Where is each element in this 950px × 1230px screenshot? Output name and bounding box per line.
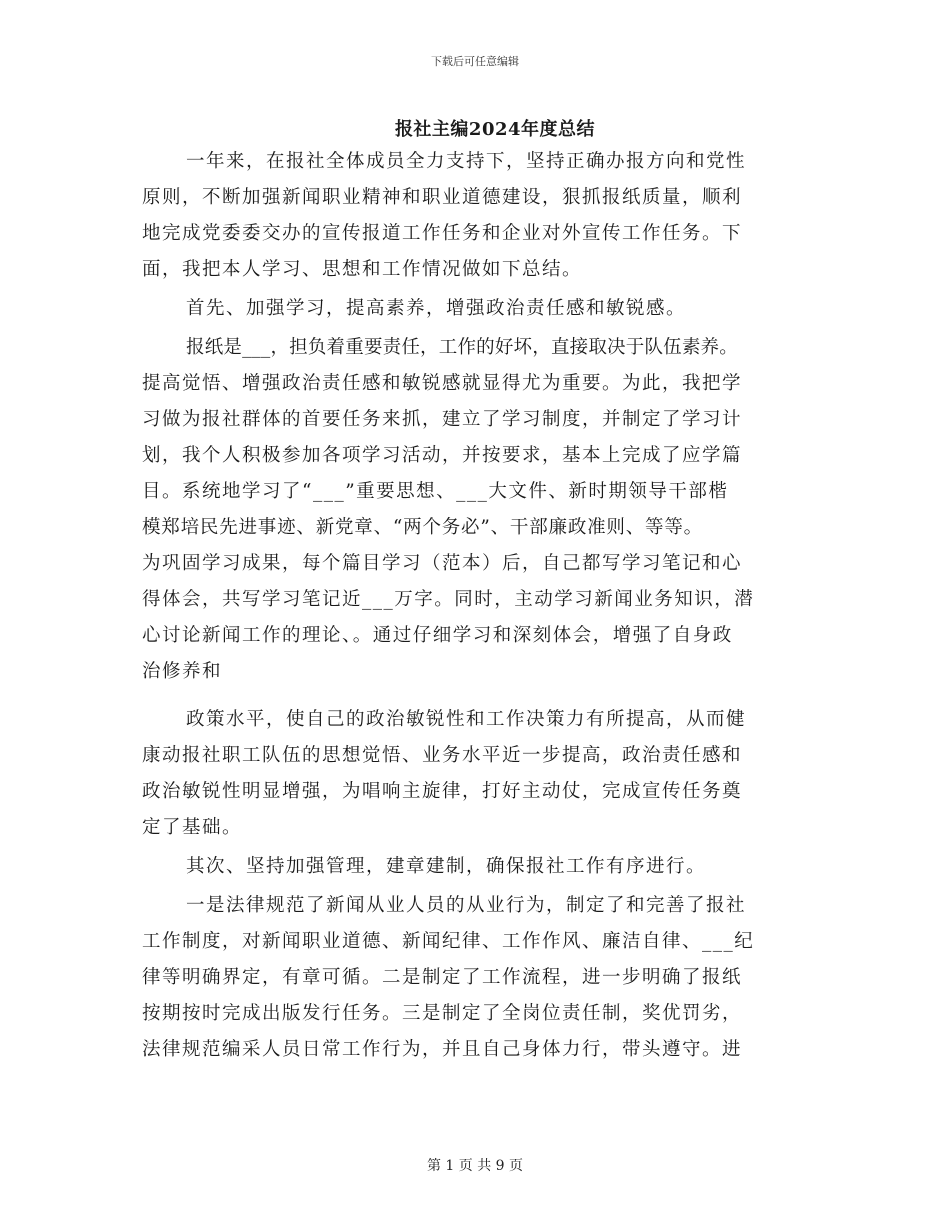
- page-header-note: 下载后可任意编辑: [431, 55, 519, 68]
- text-line: 原则，不断加强新闻职业精神和职业道德建设，狠抓报纸质量，顺利: [142, 187, 743, 208]
- text-line: 目。系统地学习了“___”重要思想、___大文件、新时期领导干部楷: [142, 481, 729, 502]
- text-line: 习做为报社群体的首要任务来抓，建立了学习制度，并制定了学习计: [142, 409, 743, 430]
- text-line: 按期按时完成出版发行任务。三是制定了全岗位责任制，奖优罚劣，: [142, 1003, 743, 1024]
- page-number-footer: 第 1 页 共 9 页: [426, 1158, 524, 1174]
- text-line: 定了基础。: [142, 817, 243, 838]
- text-line: 一年来，在报社全体成员全力支持下，坚持正确办报方向和党性: [186, 151, 747, 172]
- text-line: 工作制度，对新闻职业道德、新闻纪律、工作作风、廉洁自律、___纪: [142, 931, 755, 952]
- text-line: 律等明确界定，有章可循。二是制定了工作流程，进一步明确了报纸: [142, 967, 743, 988]
- text-line: 划，我个人积极参加各项学习活动，并按要求，基本上完成了应学篇: [142, 445, 743, 466]
- text-line: 治修养和: [142, 661, 223, 682]
- text-line: 其次、坚持加强管理，建章建制，确保报社工作有序进行。: [186, 856, 707, 877]
- text-line: 心讨论新闻工作的理论、。通过仔细学习和深刻体会，增强了自身政: [142, 625, 733, 646]
- text-line: 康动报社职工队伍的思想觉悟、业务水平近一步提高，政治责任感和: [142, 745, 743, 766]
- text-line: 政策水平，使自己的政治敏锐性和工作决策力有所提高，从而健: [186, 709, 747, 730]
- text-line: 地完成党委委交办的宣传报道工作任务和企业对外宣传工作任务。下: [142, 223, 743, 244]
- document-title: 报社主编2024年度总结: [394, 119, 596, 140]
- text-line: 面，我把本人学习、思想和工作情况做如下总结。: [142, 259, 583, 280]
- text-line: 为巩固学习成果，每个篇目学习（范本）后，自己都写学习笔记和心: [142, 553, 743, 574]
- text-line: 一是法律规范了新闻从业人员的从业行为，制定了和完善了报社: [186, 895, 747, 916]
- text-line: 首先、加强学习，提高素养，增强政治责任感和敏锐感。: [186, 298, 687, 319]
- text-line: 政治敏锐性明显增强，为唱响主旋律，打好主动仗，完成宣传任务奠: [142, 781, 743, 802]
- text-line: 法律规范编采人员日常工作行为，并且自己身体力行，带头遵守。进: [142, 1039, 743, 1060]
- text-line: 模郑培民先进事迹、新党章、“两个务必”、干部廉政准则、等等。: [142, 517, 703, 538]
- text-line: 报纸是___，担负着重要责任，工作的好坏，直接取决于队伍素养。: [186, 337, 738, 358]
- text-line: 得体会，共写学习笔记近___万字。同时，主动学习新闻业务知识，潜: [142, 589, 755, 610]
- text-line: 提高觉悟、增强政治责任感和敏锐感就显得尤为重要。为此，我把学: [142, 373, 743, 394]
